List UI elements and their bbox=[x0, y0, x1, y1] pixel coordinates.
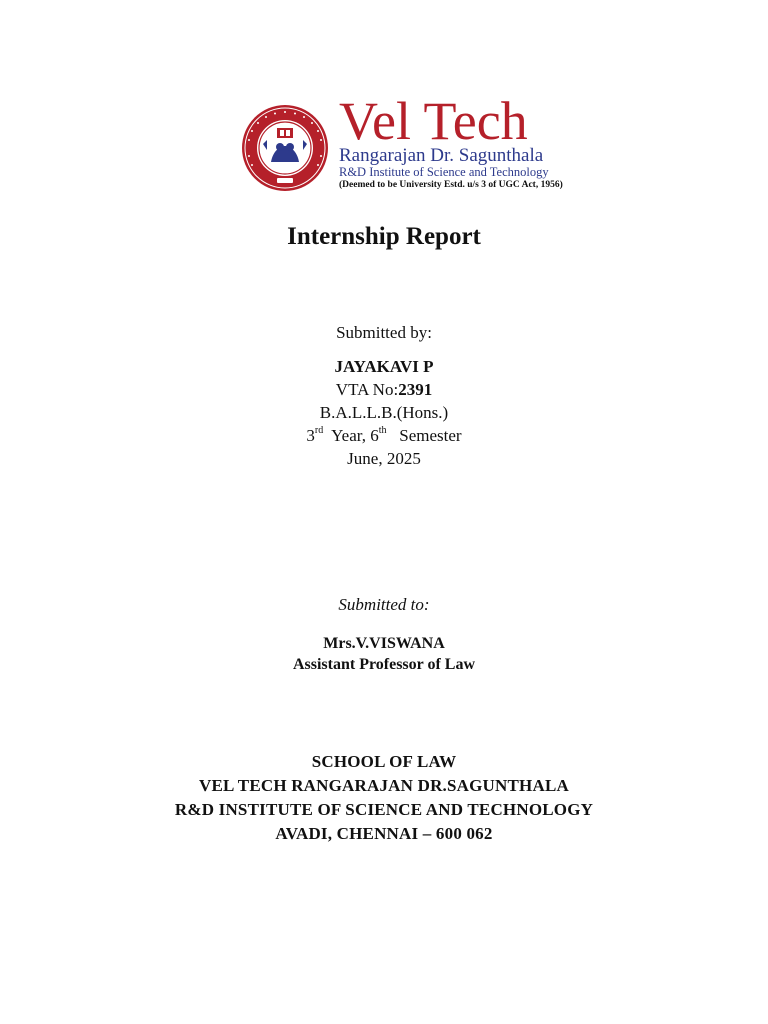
vta-label: VTA No: bbox=[335, 380, 399, 399]
submitted-to-label: Submitted to: bbox=[338, 595, 430, 614]
school-name: SCHOOL OF LAW bbox=[311, 752, 457, 771]
institution-logo bbox=[241, 91, 563, 190]
guide-details bbox=[0, 633, 768, 675]
semester-word: Semester bbox=[399, 426, 462, 445]
vta-number: 2391 bbox=[398, 380, 433, 399]
university-seal-icon bbox=[241, 104, 329, 192]
guide-designation: Assistant Professor of Law bbox=[292, 656, 476, 673]
year-suffix: rd bbox=[314, 425, 324, 437]
submission-date: June, 2025 bbox=[347, 449, 421, 468]
year-word: Year, 6 bbox=[331, 426, 379, 445]
degree: B.A.L.L.B.(Hons.) bbox=[319, 403, 449, 422]
brand-text bbox=[339, 91, 564, 192]
brand-name: Vel Tech bbox=[339, 91, 528, 151]
guide-name: Mrs.V.VISWANA bbox=[323, 635, 445, 652]
student-name: JAYAKAVI P bbox=[334, 357, 434, 376]
brand-subtitle-2: R&D Institute of Science and Technology bbox=[339, 165, 549, 179]
submitted-by-label: Submitted by: bbox=[336, 323, 432, 342]
vta-line bbox=[0, 378, 768, 401]
semester-suffix: th bbox=[378, 425, 387, 437]
institution-address: AVADI, CHENNAI – 600 062 bbox=[275, 824, 493, 843]
page-title: Internship Report bbox=[287, 223, 481, 250]
brand-subtitle-3: (Deemed to be University Estd. u/s 3 of UGC Act, 1956) bbox=[339, 180, 563, 190]
institution-name: VEL TECH RANGARAJAN DR.SAGUNTHALA bbox=[199, 776, 569, 795]
student-details bbox=[0, 355, 768, 470]
brand-subtitle-1: Rangarajan Dr. Sagunthala bbox=[339, 145, 544, 166]
year-semester bbox=[0, 424, 768, 447]
institution-name-cont: R&D INSTITUTE OF SCIENCE AND TECHNOLOGY bbox=[174, 800, 594, 819]
year-number: 3 bbox=[306, 426, 315, 445]
institution-block bbox=[0, 750, 768, 846]
